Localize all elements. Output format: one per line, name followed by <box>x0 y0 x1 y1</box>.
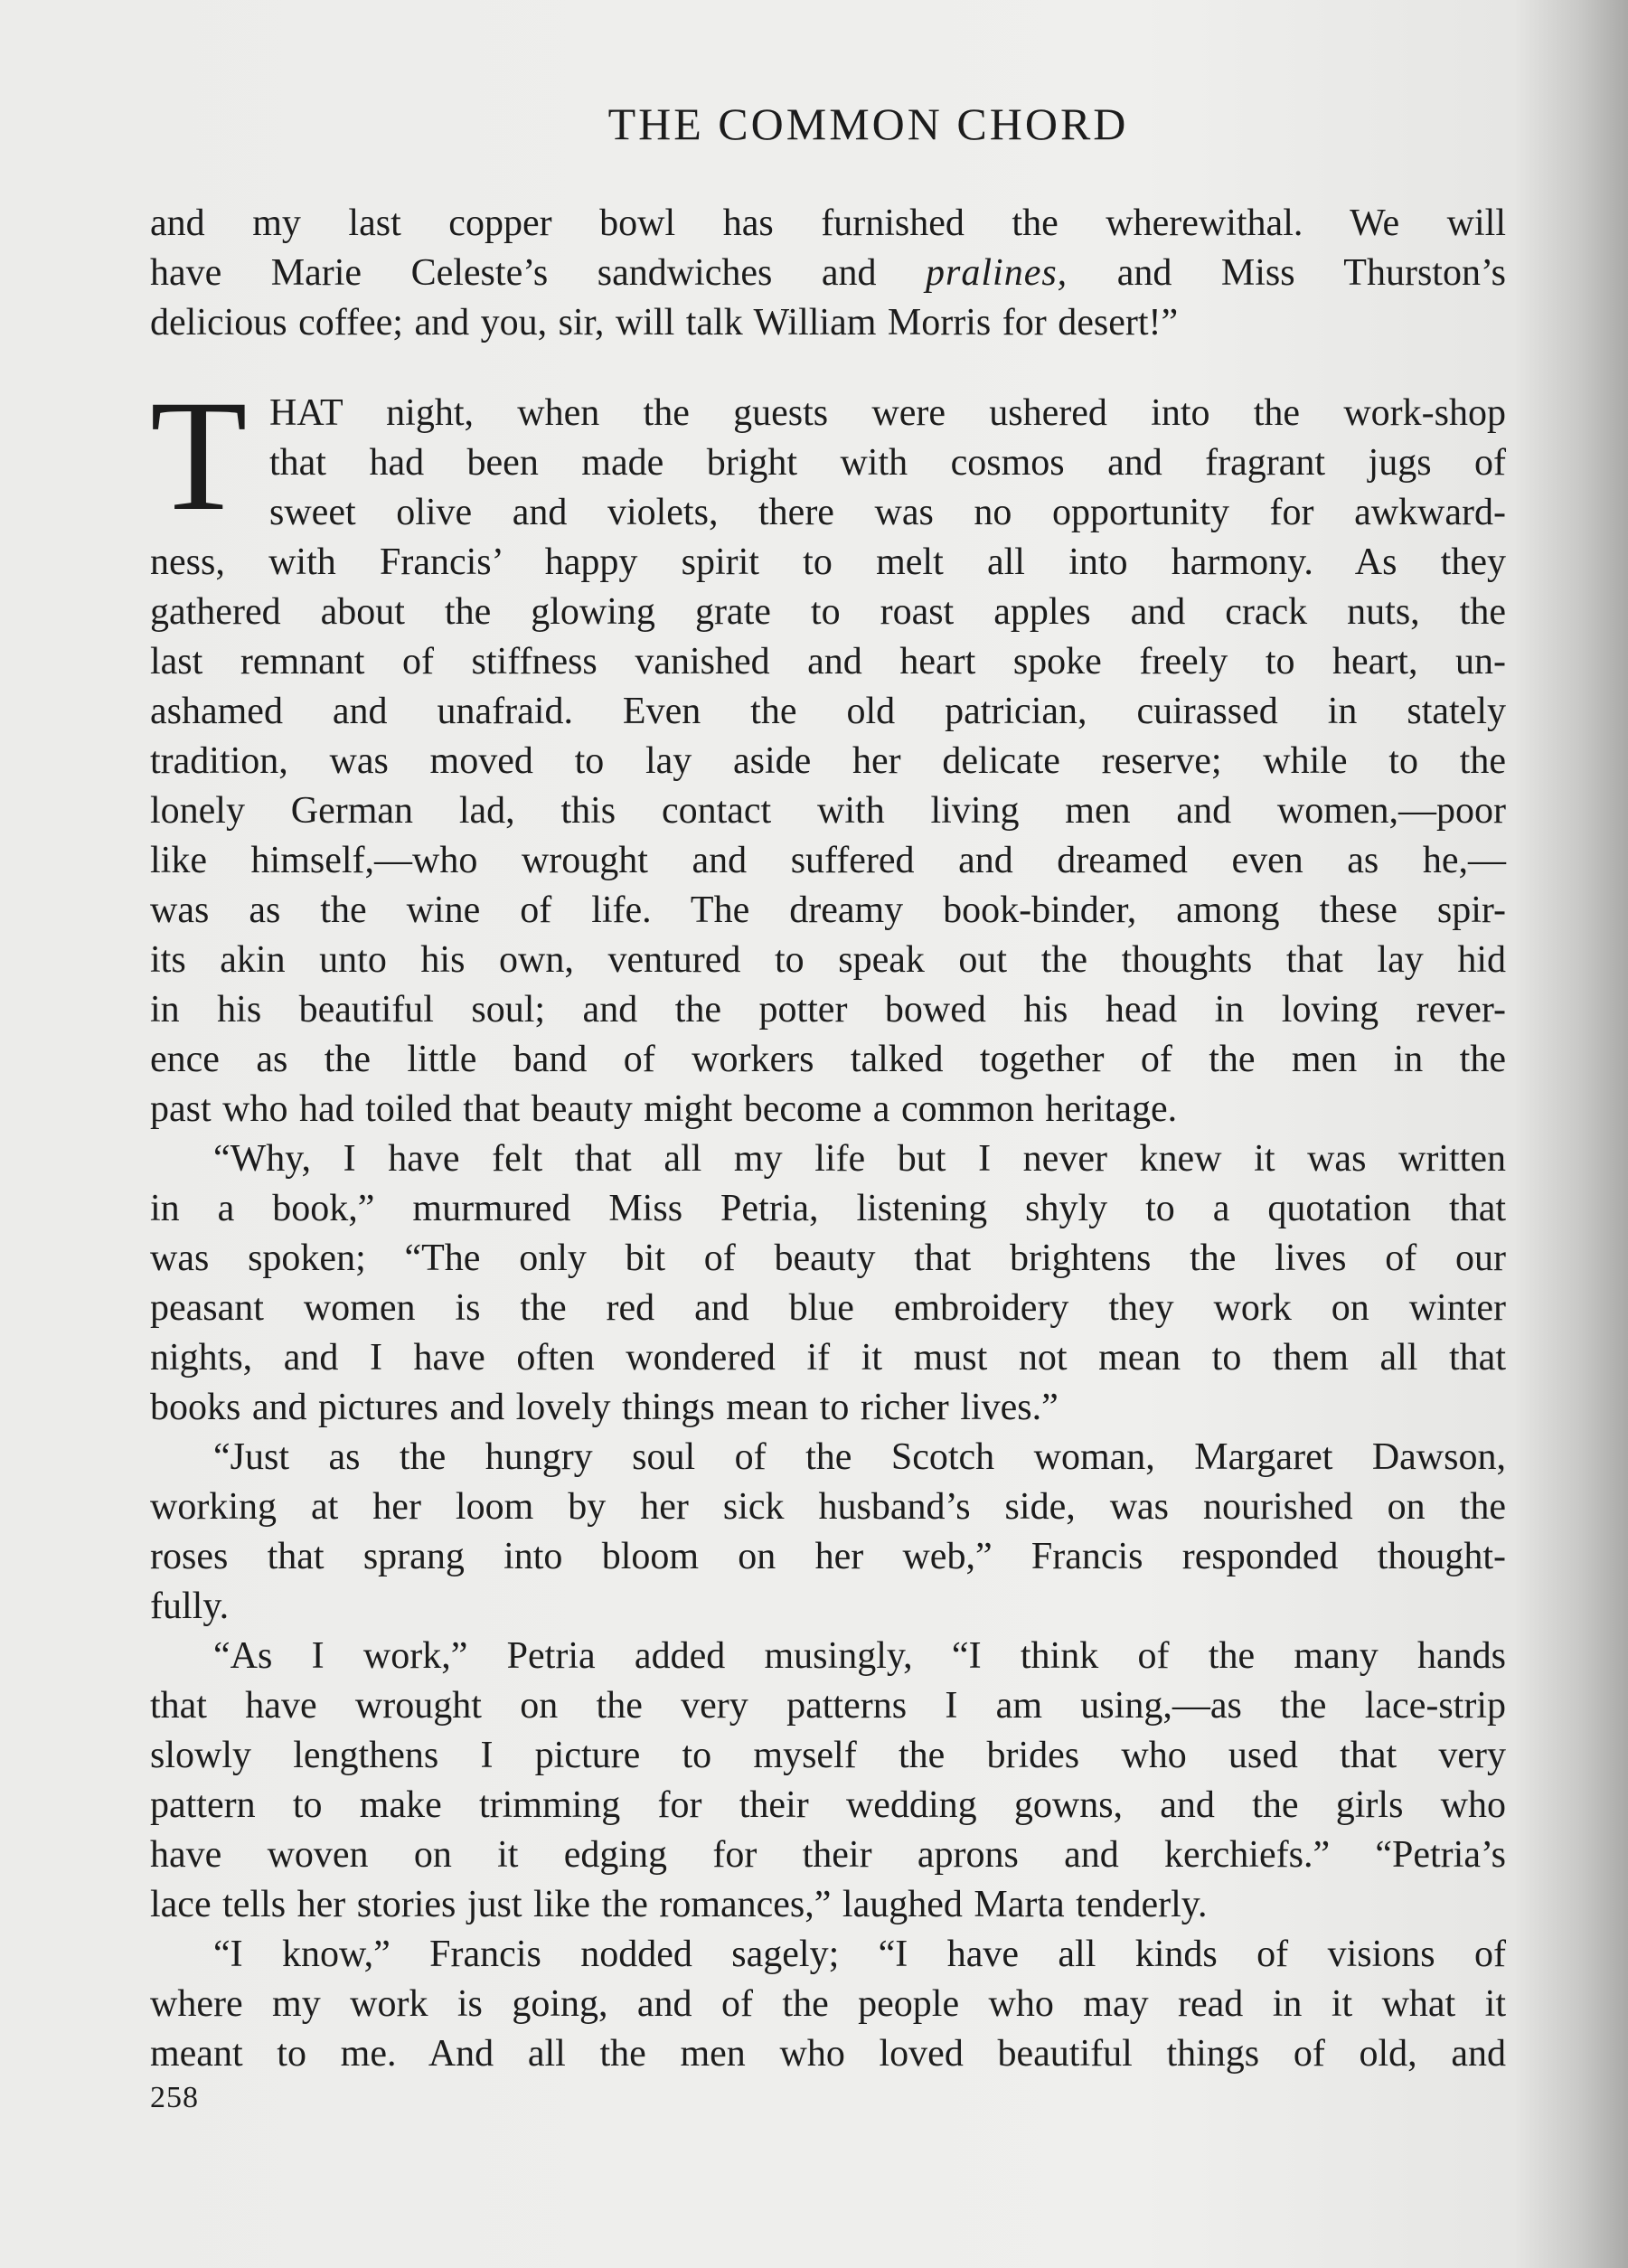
text-line: last remnant of stiffness vanished and heart spoke freely to heart, un- <box>150 641 1506 682</box>
text-line: ness, with Francis’ happy spirit to melt all into harmony. As they <box>150 541 1506 583</box>
text-line: delicious coffee; and you, sir, will talk William Morris for desert!” <box>150 302 1179 343</box>
italic-word: pralines, <box>926 252 1068 294</box>
text-line: gathered about the glowing grate to roast apples and crack nuts, the <box>150 591 1506 633</box>
text-span: and Miss Thurston’s <box>1068 252 1506 294</box>
text-line: tradition, was moved to lay aside her delicate reserve; while to the <box>150 740 1506 782</box>
paragraph <box>150 199 1506 348</box>
paragraph <box>150 368 1506 1134</box>
text-line: “As I work,” Petria added musingly, “I think of the many hands <box>213 1635 1506 1677</box>
text-line: pattern to make trimming for their wedding gowns, and the girls who <box>150 1784 1506 1826</box>
text-line <box>150 249 1506 298</box>
text-line: meant to me. And all the men who loved beautiful things of old, and <box>150 2033 1506 2075</box>
text-line: ence as the little band of workers talked together of the men in the <box>150 1039 1506 1080</box>
paragraph <box>150 1134 1506 1433</box>
text-line: lace tells her stories just like the romances,” laughed Marta tenderly. <box>150 1884 1208 1925</box>
text-line: where my work is going, and of the people who may read in it what it <box>150 1983 1506 2025</box>
text-line: books and pictures and lovely things mean to richer lives.” <box>150 1387 1059 1428</box>
text-line: HAT night, when the guests were ushered into the work-shop <box>269 392 1506 434</box>
text-line: peasant women is the red and blue embroidery they work on winter <box>150 1287 1506 1329</box>
text-line: slowly lengthens I picture to myself the brides who used that very <box>150 1735 1506 1776</box>
text-line: that had been made bright with cosmos and fragrant jugs of <box>269 442 1506 484</box>
text-line: was as the wine of life. The dreamy book-binder, among these spir- <box>150 889 1506 931</box>
running-header: THE COMMON CHORD <box>607 99 1129 149</box>
text-line: like himself,—who wrought and suffered and dreamed even as he,— <box>150 840 1506 881</box>
text-line: past who had toiled that beauty might become a common heritage. <box>150 1088 1178 1130</box>
text-line: and my last copper bowl has furnished the wherewithal. We will <box>150 202 1506 244</box>
text-line: lonely German lad, this contact with living men and women,—poor <box>150 790 1506 832</box>
text-line: in his beautiful soul; and the potter bowed his head in loving rever- <box>150 989 1506 1030</box>
page-body <box>150 199 1506 2079</box>
text-line: was spoken; “The only bit of beauty that brightens the lives of our <box>150 1238 1506 1279</box>
text-line: sweet olive and violets, there was no opportunity for awkward- <box>269 492 1506 533</box>
text-span: have Marie Celeste’s sandwiches and <box>150 252 927 294</box>
text-line: “Just as the hungry soul of the Scotch woman, Margaret Dawson, <box>213 1436 1506 1478</box>
text-line: roses that sprang into bloom on her web,” Francis responded thought- <box>150 1536 1506 1577</box>
text-line: ashamed and unafraid. Even the old patrician, cuirassed in stately <box>150 691 1506 732</box>
text-line: in a book,” murmured Miss Petria, listening shyly to a quotation that <box>150 1188 1506 1229</box>
text-line: working at her loom by her sick husband’s side, was nourished on the <box>150 1486 1506 1528</box>
text-line: its akin unto his own, ventured to speak out the thoughts that lay hid <box>150 939 1506 981</box>
text-line: nights, and I have often wondered if it must not mean to them all that <box>150 1337 1506 1379</box>
text-line: “Why, I have felt that all my life but I never knew it was written <box>213 1138 1506 1180</box>
text-line: “I know,” Francis nodded sagely; “I have all kinds of visions of <box>213 1934 1506 1975</box>
text-line: that have wrought on the very patterns I am using,—as the lace-strip <box>150 1685 1506 1727</box>
paragraph <box>150 1433 1506 1632</box>
paragraph <box>150 1632 1506 1930</box>
paragraph <box>150 1930 1506 2079</box>
drop-cap: T <box>150 368 248 544</box>
page-number: 258 <box>150 2081 199 2114</box>
text-line: have woven on it edging for their aprons and kerchiefs.” “Petria’s <box>150 1834 1506 1876</box>
text-line: fully. <box>150 1586 230 1627</box>
